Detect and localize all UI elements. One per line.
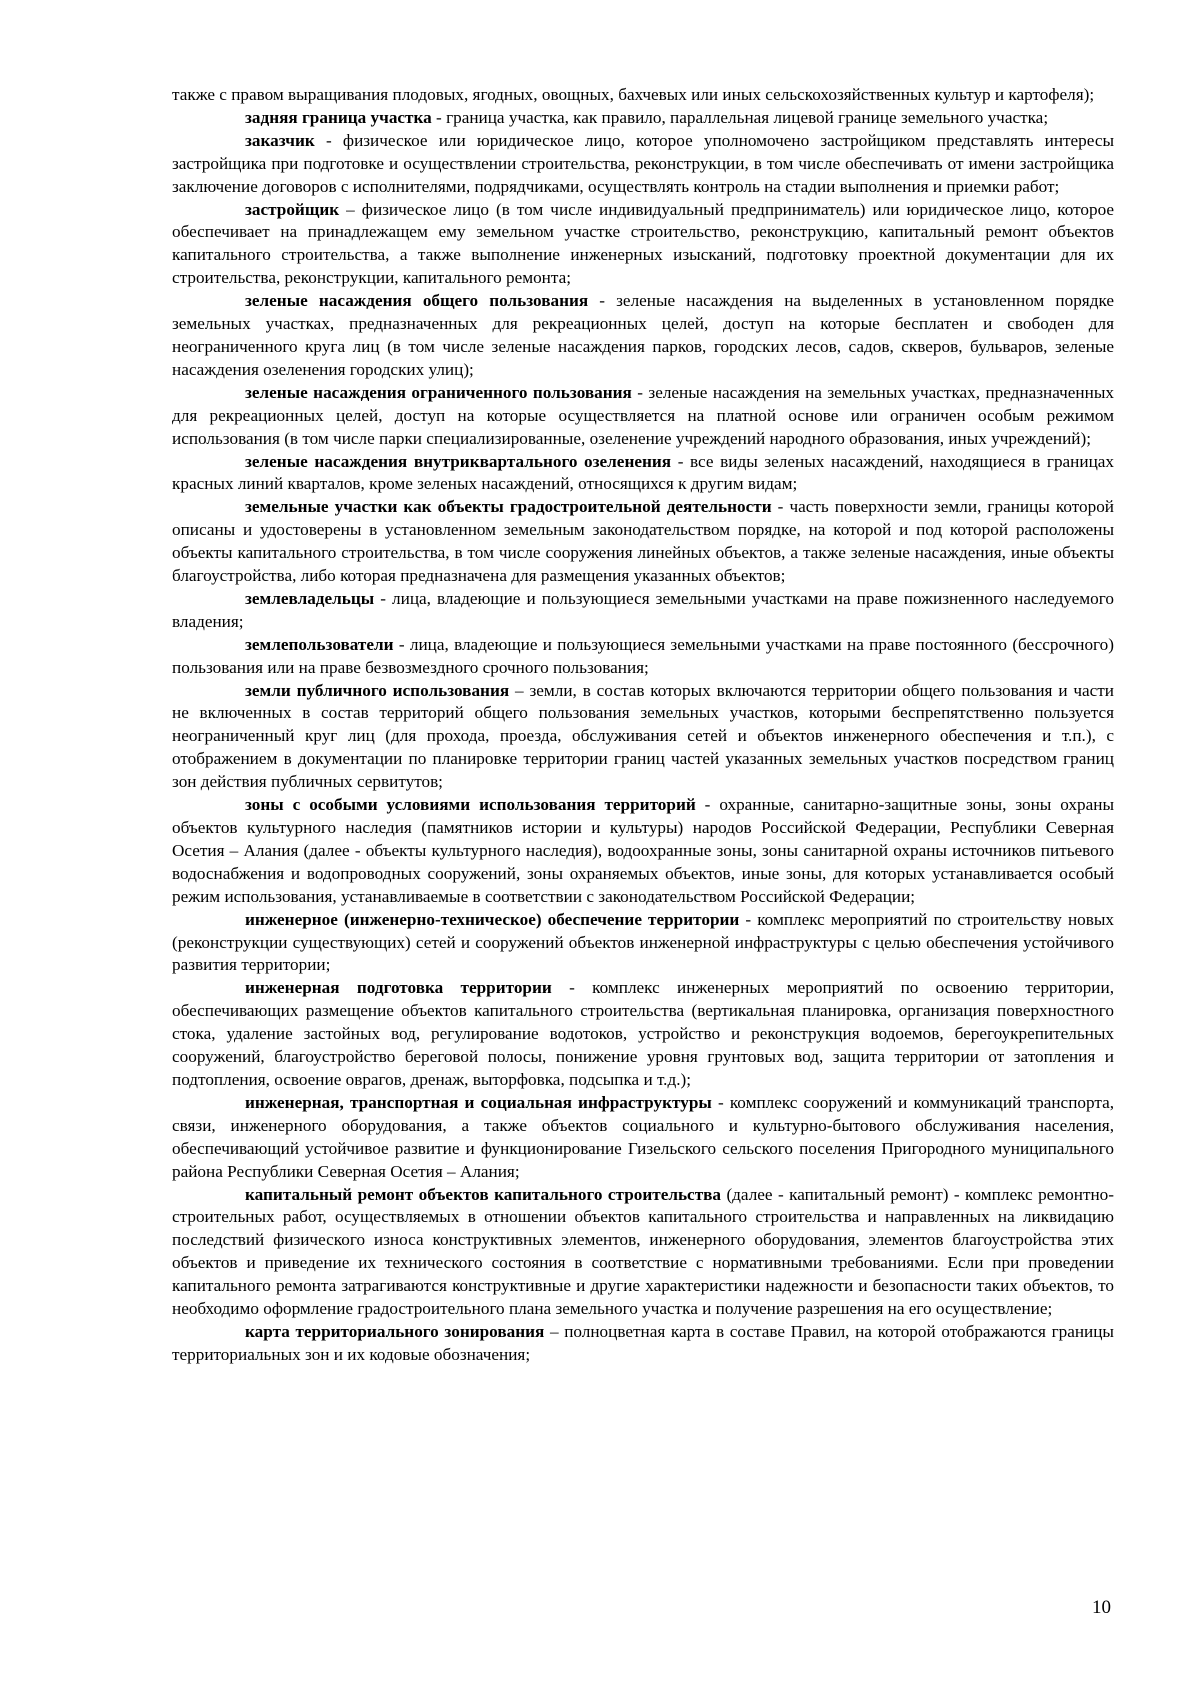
definition-paragraph bbox=[172, 199, 1114, 291]
definition-text: - зеленые насаждения на выделенных в установленном порядке земельных участках, предназначенных для рекреационных целей, доступ на которые бесплатен и свободен для неограниченного круга лиц (в том числе зеленые насаждения парков, городских лесов, садов, скверов, бульваров, зеленые насаждения озеленения городских улиц); bbox=[172, 291, 1115, 379]
definition-text: - все виды зеленых насаждений, находящиеся в границах красных линий кварталов, кроме зеленых насаждений, относящихся к другим видам; bbox=[172, 451, 1114, 494]
definition-paragraph bbox=[172, 496, 1114, 588]
definition-term: землевладельцы bbox=[245, 588, 375, 608]
definition-term: зеленые насаждения ограниченного пользования bbox=[245, 382, 632, 402]
document-body bbox=[172, 84, 1114, 1367]
definition-term: инженерная, транспортная и социальная инфраструктуры bbox=[245, 1092, 712, 1112]
definition-term: заказчик bbox=[245, 130, 315, 150]
definition-paragraph bbox=[172, 1184, 1114, 1321]
page-number: 10 bbox=[1092, 1597, 1111, 1618]
definition-paragraph bbox=[172, 588, 1114, 634]
definition-text: - физическое или юридическое лицо, которое уполномочено застройщиком представлять интересы застройщика при подготовке и осуществлении строительства, реконструкции, в том числе обеспечивать от имени застройщика заключение договоров с исполнителями, подрядчиками, осуществлять контроль на стадии выполнения и приемки работ; bbox=[172, 130, 1114, 196]
definition-paragraph bbox=[172, 382, 1114, 451]
definition-text: - часть поверхности земли, границы которой описаны и удостоверены в установленном земельным законодательством порядке, на которой и под которой расположены объекты капитального строительства, в том числе сооружения линейных объектов, а также зеленые насаждения, иные объекты благоустройства, либо которая предназначена для размещения указанных объектов; bbox=[172, 497, 1115, 586]
definition-paragraph bbox=[172, 794, 1114, 909]
definition-paragraph bbox=[172, 1321, 1114, 1367]
definition-paragraph bbox=[172, 909, 1114, 978]
definition-paragraph bbox=[172, 107, 1114, 130]
definition-text: – земли, в состав которых включаются территории общего пользования и части не включенных в состав территорий общего пользования земельных участков, которыми беспрепятственно пользуется неограниченный круг лиц (для прохода, проезда, обслуживания сетей и объектов инженерного обеспечения и т.п.), с отображением в документации по планировке территории границ частей указанных земельных участков посредством границ зон действия публичных сервитутов; bbox=[172, 680, 1114, 792]
definition-text: - комплекс мероприятий по строительству новых (реконструкции существующих) сетей и сооружений объектов инженерной инфраструктуры с целью обеспечения устойчивого развития территории; bbox=[172, 909, 1114, 975]
definition-text: - комплекс инженерных мероприятий по освоению территории, обеспечивающих размещение объектов капитального строительства (вертикальная планировка, организация поверхностного стока, удаление застойных вод, регулирование водотоков, устройство и реконструкция водоемов, берегоукрепительных сооружений, благоустройство береговой полосы, понижение уровня грунтовых вод, защита территории от затопления и подтопления, освоение оврагов, дренаж, выторфовка, подсыпка и т.д.); bbox=[172, 978, 1114, 1089]
definition-paragraph bbox=[172, 1092, 1114, 1184]
definition-text: - граница участка, как правило, параллельная лицевой границе земельного участка; bbox=[431, 107, 1049, 127]
definition-term: земельные участки как объекты градостроительной деятельности bbox=[245, 497, 772, 517]
definition-term: капитальный ремонт объектов капитального строительства bbox=[245, 1184, 722, 1204]
definition-paragraph bbox=[172, 130, 1114, 199]
paragraph-text: также с правом выращивания плодовых, ягодных, овощных, бахчевых или иных сельскохозяйственных культур и картофеля); bbox=[172, 85, 1095, 104]
definition-term: зеленые насаждения общего пользования bbox=[245, 291, 589, 311]
definition-paragraph bbox=[172, 680, 1114, 795]
definition-text: - комплекс сооружений и коммуникаций транспорта, связи, инженерного оборудования, а также объектов социального и культурно-бытового обслуживания населения, обеспечивающий устойчивое развитие и функционирование Гизельского сельского поселения Пригородного муниципального района Республики Северная Осетия – Алания; bbox=[172, 1092, 1114, 1181]
definition-text: - охранные, санитарно-защитные зоны, зоны охраны объектов культурного наследия (памятников истории и культуры) народов Российской Федерации, Республики Северная Осетия – Алания (далее - объекты культурного наследия), водоохранные зоны, зоны санитарной охраны источников питьевого водоснабжения и водопроводных сооружений, зоны охраняемых объектов, иные зоны, для которых устанавливается особый режим использования, устанавливаемые в соответствии с законодательством Российской Федерации; bbox=[172, 795, 1114, 906]
definition-paragraph bbox=[172, 451, 1114, 497]
definition-term: земли публичного использования bbox=[245, 680, 510, 700]
definition-text: - зеленые насаждения на земельных участках, предназначенных для рекреационных целей, доступ на которые осуществляется на платной основе или ограничен особым режимом использования (в том числе парки специализированные, озеленение учреждений народного образования, иных учреждений); bbox=[172, 382, 1114, 448]
definition-text: - лица, владеющие и пользующиеся земельными участками на праве постоянного (бессрочного) пользования или на праве безвозмездного срочного пользования; bbox=[172, 634, 1114, 677]
definition-text: – физическое лицо (в том числе индивидуальный предприниматель) или юридическое лицо, которое обеспечивает на принадлежащем ему земельном участке строительство, реконструкцию, капитальный ремонт объектов капитального строительства, а также выполнение инженерных изысканий, подготовку проектной документации для их строительства, реконструкции, капитального ремонта; bbox=[172, 199, 1114, 288]
definition-term: инженерная подготовка территории bbox=[245, 978, 552, 998]
definition-paragraph bbox=[172, 290, 1114, 382]
definition-term: зеленые насаждения внутриквартального озеленения bbox=[245, 451, 672, 471]
definition-term: застройщик bbox=[245, 199, 340, 219]
paragraph bbox=[172, 84, 1114, 107]
definition-term: карта территориального зонирования bbox=[245, 1321, 545, 1341]
definition-text: (далее - капитальный ремонт) - комплекс ремонтно-строительных работ, осуществляемых в отношении объектов капитального строительства и направленных на ликвидацию последствий физического износа конструктивных элементов, инженерного оборудования, элементов благоустройства этих объектов и приведение их технического состояния в соответствие с нормативными требованиями. Если при проведении капитального ремонта затрагиваются конструктивные и другие характеристики надежности и безопасности таких объектов, то необходимо оформление градостроительного плана земельного участка и получение разрешения на его осуществление; bbox=[172, 1184, 1114, 1319]
definition-text: - лица, владеющие и пользующиеся земельными участками на праве пожизненного наследуемого владения; bbox=[172, 588, 1114, 631]
definition-term: задняя граница участка bbox=[245, 107, 432, 127]
definition-text: – полноцветная карта в составе Правил, на которой отображаются границы территориальных зон и их кодовые обозначения; bbox=[172, 1321, 1114, 1364]
definition-term: зоны с особыми условиями использования территорий bbox=[245, 795, 696, 815]
definition-term: землепользователи bbox=[245, 634, 394, 654]
definition-paragraph bbox=[172, 634, 1114, 680]
definition-paragraph bbox=[172, 977, 1114, 1092]
definition-term: инженерное (инженерно-техническое) обеспечение территории bbox=[245, 909, 740, 929]
